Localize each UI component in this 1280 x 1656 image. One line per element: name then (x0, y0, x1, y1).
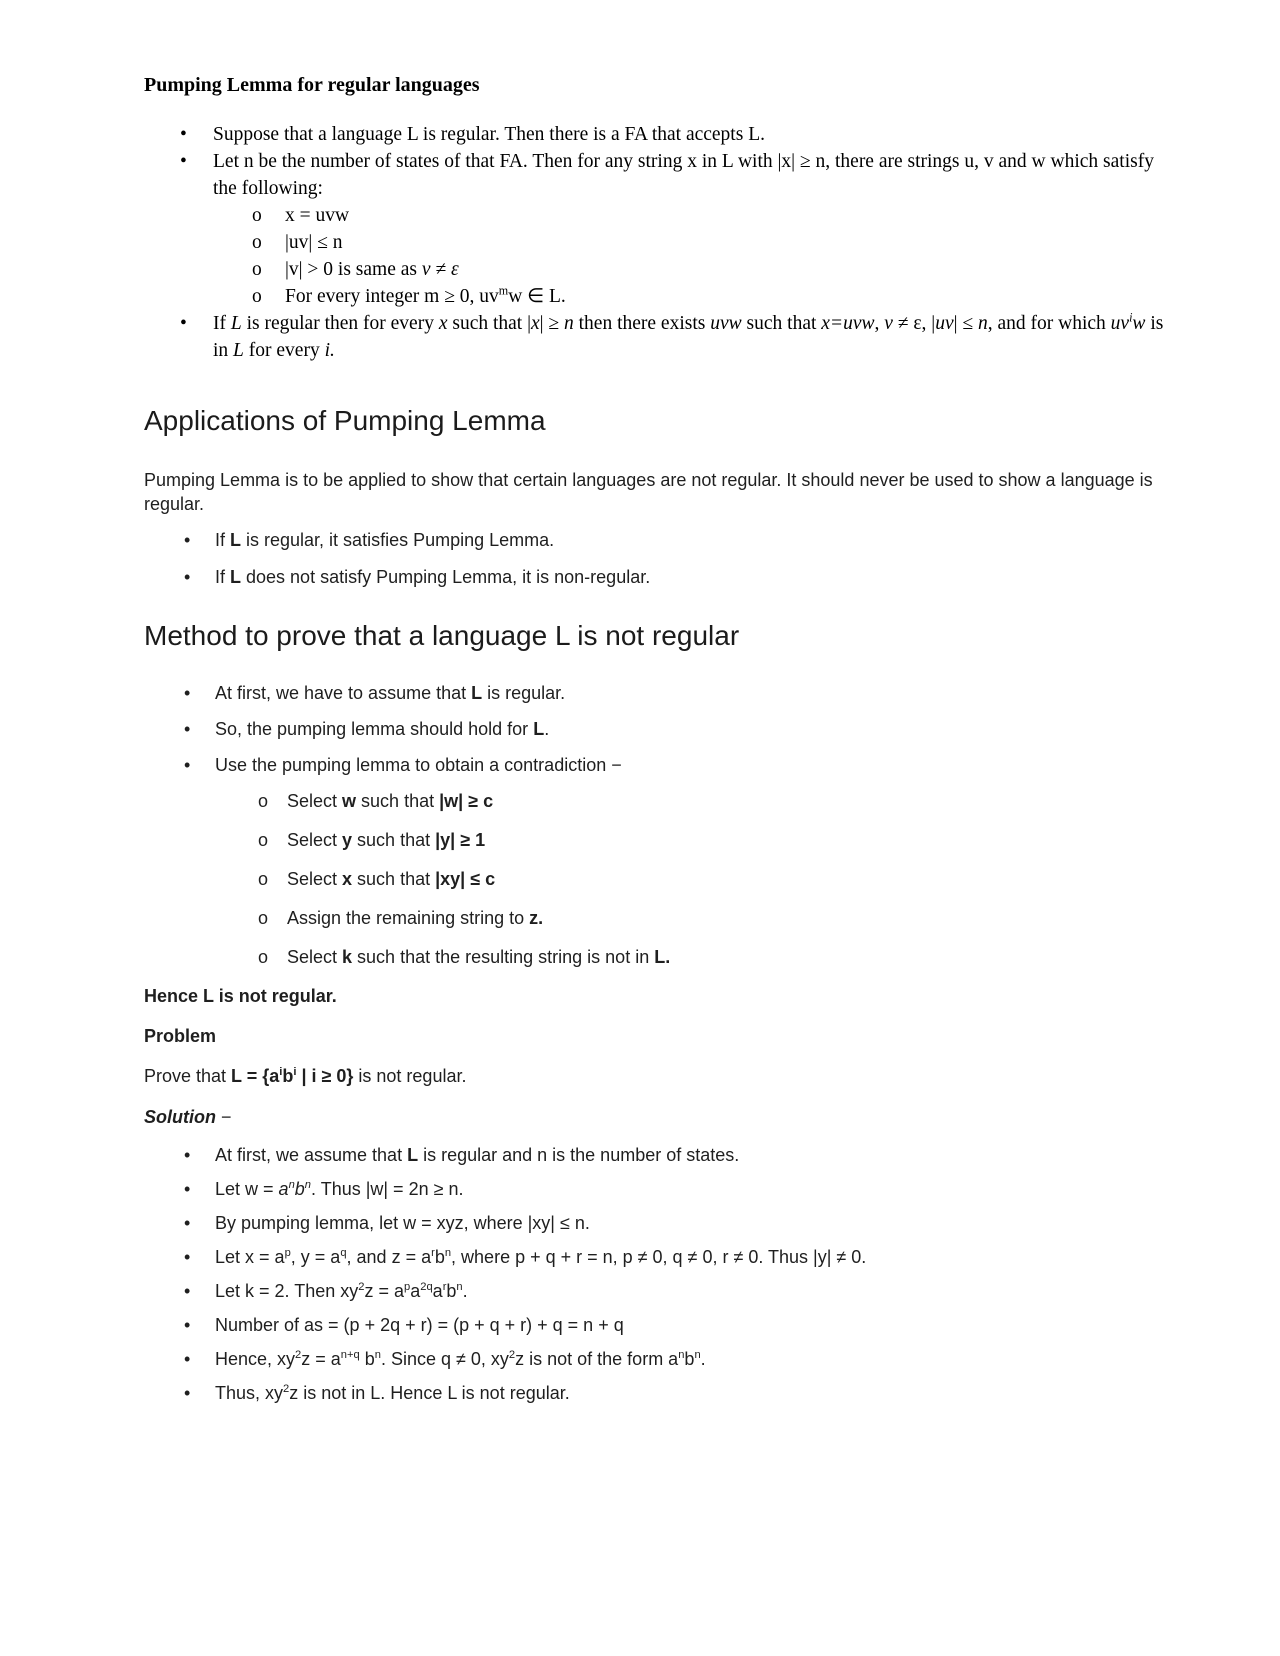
bullet-marker: • (184, 1281, 191, 1301)
sub-list-item-text: x = uvw (285, 205, 350, 226)
list-item-text: If L does not satisfy Pumping Lemma, it is non-regular. (215, 567, 651, 587)
sub-list-item-text: Select y such that |y| ≥ 1 (287, 830, 486, 850)
sub-list-item (144, 945, 1170, 969)
list-item (144, 753, 1170, 777)
list-item (144, 681, 1170, 705)
list-item (144, 310, 1170, 364)
list-item (144, 1313, 1170, 1337)
solution-label: Solution − (144, 1107, 232, 1127)
list-item (144, 717, 1170, 741)
circle-marker: o (252, 259, 262, 280)
sub-list-item (144, 867, 1170, 891)
list-item-text: Let n be the number of states of that FA. Then for any string x in L with |x| ≥ n, there are strings u, v and w which satisfy the following: (213, 151, 1154, 199)
circle-marker: o (258, 947, 269, 967)
circle-marker: o (252, 205, 262, 226)
list-item (144, 1279, 1170, 1303)
circle-marker: o (258, 869, 269, 889)
sub-list-item (144, 906, 1170, 930)
circle-marker: o (258, 791, 269, 811)
hence-statement: Hence L is not regular. (144, 986, 337, 1006)
sub-list-item (144, 789, 1170, 813)
bullet-marker: • (184, 755, 191, 775)
bullet-marker: • (184, 1179, 191, 1199)
list-item (144, 1381, 1170, 1405)
bullet-marker: • (184, 1247, 191, 1267)
bullet-marker: • (184, 719, 191, 739)
sub-list-item (144, 283, 1170, 310)
sub-list-item (144, 256, 1170, 283)
bullet-marker: • (180, 313, 187, 334)
bullet-marker: • (184, 1213, 191, 1233)
sub-list-item-text: Select w such that |w| ≥ c (287, 791, 494, 811)
sub-list-item-text: |uv| ≤ n (285, 232, 343, 253)
method-sub-list (144, 789, 1170, 969)
list-item-text: At first, we have to assume that L is regular. (215, 683, 566, 703)
list-item (144, 1143, 1170, 1167)
list-item-text: Use the pumping lemma to obtain a contradiction − (215, 755, 622, 775)
list-item-text: Let $w = a^nb^n$. Thus |w| = 2n ≥ n. (215, 1179, 464, 1199)
list-item (144, 1211, 1170, 1235)
sub-list-item-text: |v| > 0 is same as v ≠ ε (285, 259, 459, 280)
list-item-text: Number of as = (p + 2q + r) = (p + q + r) + q = n + q (215, 1315, 624, 1335)
list-item-text: If L is regular, it satisfies Pumping Lemma. (215, 530, 555, 550)
bullet-marker: • (180, 124, 187, 145)
bullet-marker: • (184, 1383, 191, 1403)
section-title-pumping-lemma: Pumping Lemma for regular languages (144, 74, 480, 96)
list-item-text: Hence, $xy^2z = a^{n+q}$ $b^n$. Since q ≠ 0, $xy^2z$ is not of the form $a^nb^n$. (215, 1349, 706, 1369)
list-item (144, 121, 1170, 148)
bullet-marker: • (184, 1349, 191, 1369)
sub-list-item (144, 229, 1170, 256)
bullet-marker: • (184, 1145, 191, 1165)
list-item (144, 1347, 1170, 1371)
list-item (144, 1245, 1170, 1269)
list-item (144, 565, 1170, 589)
sub-list-item (144, 202, 1170, 229)
sub-list-item-text: Select x such that |xy| ≤ c (287, 869, 496, 889)
solution-list (144, 1143, 1170, 1405)
problem-label: Problem (144, 1026, 217, 1046)
bullet-marker: • (184, 1315, 191, 1335)
list-item (144, 1177, 1170, 1201)
circle-marker: o (258, 830, 269, 850)
bullet-marker: • (180, 151, 187, 172)
list-item-text: Let k = 2. Then $xy^2z = a^pa^{2q}a^rb^n$. (215, 1281, 468, 1301)
list-item (144, 528, 1170, 552)
list-item-text: Suppose that a language L is regular. Then there is a FA that accepts L. (213, 124, 765, 145)
list-item-text: So, the pumping lemma should hold for L. (215, 719, 550, 739)
list-item-text: By pumping lemma, let w = xyz, where |xy| ≤ n. (215, 1213, 590, 1233)
list-item (144, 148, 1170, 202)
bullet-marker: • (184, 567, 191, 587)
list-item-text: At first, we assume that L is regular and n is the number of states. (215, 1145, 740, 1165)
applications-intro: Pumping Lemma is to be applied to show that certain languages are not regular. It should never be used to show a language is regular. (144, 470, 1153, 514)
sub-list-item-text: Select k such that the resulting string is not in L. (287, 947, 671, 967)
method-list (144, 681, 1170, 777)
applications-list (144, 528, 1170, 589)
problem-statement: Prove that $L = \{a^ib^i$ | i ≥ 0} is not regular. (144, 1066, 467, 1086)
heading-applications: Applications of Pumping Lemma (144, 405, 546, 436)
circle-marker: o (258, 908, 269, 928)
sub-list-item (144, 828, 1170, 852)
heading-method: Method to prove that a language L is not regular (144, 620, 740, 651)
circle-marker: o (252, 286, 262, 307)
bullet-marker: • (184, 683, 191, 703)
pumping-lemma-list (144, 121, 1170, 364)
bullet-marker: • (184, 530, 191, 550)
sub-list-item-text: For every integer m ≥ 0, $uv^mw$ ∈ L. (285, 283, 566, 307)
circle-marker: o (252, 232, 262, 253)
list-item-text: If L is regular then for every x such that |x| ≥ n then there exists uvw such that x=uvw, v ≠ ε, |uv| ≤ n, and for which $uv^iw$ is in L for every i. (213, 310, 1164, 361)
sub-list-item-text: Assign the remaining string to z. (287, 908, 544, 928)
list-item-text: Let $x = a^p$, $y = a^q$, and $z = a^rb^n$, where p + q + r = n, p ≠ 0, q ≠ 0, r ≠ 0. Thus |y| ≠ 0. (215, 1247, 867, 1267)
list-item-text: Thus, $xy^2z$ is not in L. Hence L is not regular. (215, 1383, 570, 1403)
